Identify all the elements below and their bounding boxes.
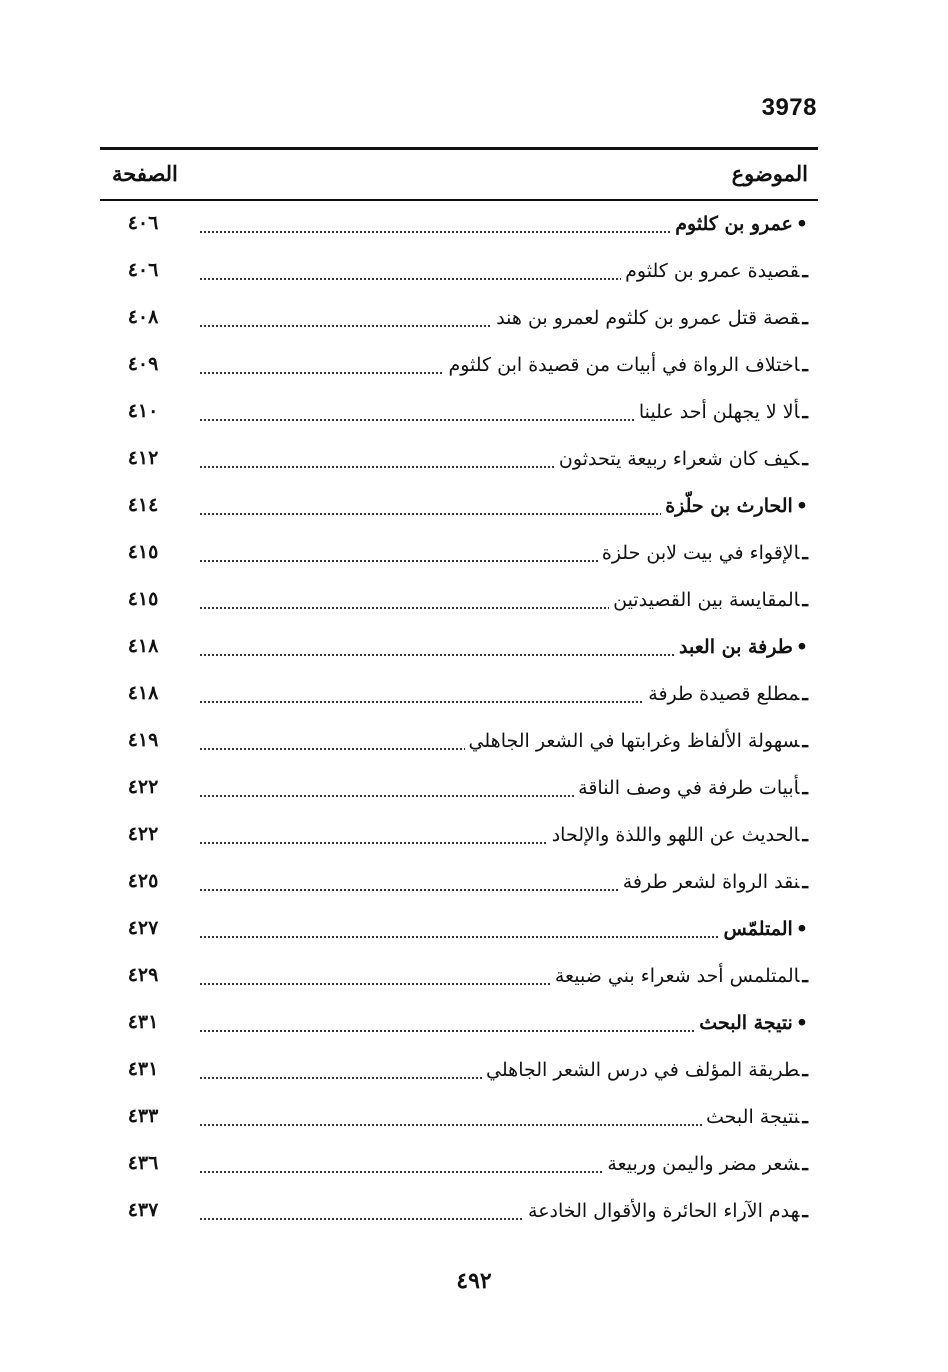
toc-entry-page: ٤٣١: [127, 1058, 159, 1080]
toc-row: [100, 1190, 818, 1237]
toc-row: [100, 1096, 818, 1143]
toc-entry-title: [661, 495, 808, 517]
toc-row: [100, 297, 818, 344]
toc-entry-title: [465, 730, 808, 752]
toc-row: [100, 438, 818, 485]
toc-row: [100, 626, 818, 673]
toc-entry-page: ٤٠٦: [127, 212, 159, 234]
toc-entry-title: [524, 1200, 808, 1222]
entry-text: عمرو بن كلثوم: [675, 213, 793, 235]
toc-row: [100, 814, 818, 861]
toc-entry-page: ٤٣٧: [127, 1199, 159, 1221]
toc-entry-page: ٤٢٧: [127, 917, 159, 939]
entry-marker: ـ: [802, 965, 808, 987]
table-of-contents: [100, 203, 818, 1237]
entry-text: شعر مضر واليمن وربيعة: [607, 1153, 800, 1175]
toc-row: [100, 532, 818, 579]
toc-row: [100, 1002, 818, 1049]
entry-text: قصة قتل عمرو بن كلثوم لعمرو بن هند: [496, 307, 800, 329]
toc-row: [100, 767, 818, 814]
toc-entry-page: ٤٣٦: [127, 1152, 159, 1174]
toc-entry-page: ٤٢٢: [127, 776, 159, 798]
toc-entry-page: ٤٢٥: [127, 870, 159, 892]
toc-entry-page: ٤١٤: [127, 494, 159, 516]
page-column-label: الصفحة: [112, 161, 178, 186]
entry-text: كيف كان شعراء ربيعة يتحدثون: [558, 448, 800, 470]
toc-row: [100, 391, 818, 438]
toc-entry-title: [621, 260, 808, 282]
entry-text: قصيدة عمرو بن كلثوم: [625, 260, 800, 282]
toc-row: [100, 250, 818, 297]
page-number-bottom: ٤٩٢: [456, 1268, 492, 1294]
entry-marker: ـ: [802, 871, 808, 893]
entry-text: المقايسة بين القصيدتين: [613, 589, 800, 611]
entry-text: الإقواء في بيت لابن حلزة: [601, 542, 800, 564]
entry-marker: ـ: [802, 777, 808, 799]
toc-entry-page: ٤٣١: [127, 1011, 159, 1033]
entry-marker: ـ: [802, 260, 808, 282]
entry-marker: ـ: [802, 683, 808, 705]
entry-marker: ـ: [802, 824, 808, 846]
toc-entry-page: ٤١٥: [127, 588, 159, 610]
toc-row: [100, 955, 818, 1002]
entry-text: المتلمّس: [723, 918, 793, 940]
entry-marker: ـ: [802, 730, 808, 752]
entry-marker: ـ: [802, 589, 808, 611]
entry-text: نتيجة البحث: [699, 1012, 793, 1034]
entry-marker: •: [795, 213, 808, 235]
entry-text: نقد الرواة لشعر طرفة: [622, 871, 800, 893]
toc-row: [100, 673, 818, 720]
toc-entry-page: ٤٣٣: [127, 1105, 159, 1127]
top-rule: [100, 147, 818, 150]
toc-entry-title: [482, 1059, 808, 1081]
entry-marker: •: [795, 495, 808, 517]
entry-marker: ـ: [802, 1059, 808, 1081]
toc-row: [100, 344, 818, 391]
entry-marker: •: [795, 1012, 808, 1034]
dot-leader: [200, 936, 778, 938]
toc-entry-title: [675, 636, 808, 658]
page-number-top: 3978: [761, 94, 817, 121]
entry-marker: •: [795, 918, 808, 940]
entry-text: نتيجة البحث: [706, 1106, 800, 1128]
toc-entry-title: [603, 1153, 808, 1175]
entry-marker: ـ: [802, 1106, 808, 1128]
toc-entry-page: ٤١٠: [127, 400, 159, 422]
topic-column-label: الموضوع: [731, 161, 808, 186]
entry-marker: ـ: [802, 1200, 808, 1222]
toc-row: [100, 579, 818, 626]
toc-entry-title: [609, 589, 808, 611]
entry-marker: ـ: [802, 448, 808, 470]
entry-text: مطلع قصيدة طرفة: [648, 683, 800, 705]
toc-entry-title: [492, 307, 808, 329]
toc-entry-title: [551, 965, 808, 987]
entry-text: المتلمس أحد شعراء بني ضبيعة: [554, 965, 800, 987]
entry-text: سهولة الألفاظ وغرابتها في الشعر الجاهلي: [468, 730, 800, 752]
toc-entry-page: ٤١٩: [127, 729, 159, 751]
toc-row: [100, 1049, 818, 1096]
toc-row: [100, 203, 818, 250]
toc-row: [100, 485, 818, 532]
toc-entry-page: ٤١٨: [127, 635, 159, 657]
toc-entry-title: [635, 401, 808, 423]
toc-entry-page: ٤١٥: [127, 541, 159, 563]
dot-leader: [200, 1030, 778, 1032]
entry-text: اختلاف الرواة في أبيات من قصيدة ابن كلثوم: [448, 354, 800, 376]
entry-marker: ـ: [802, 401, 808, 423]
entry-text: هدم الآراء الحائرة والأقوال الخادعة: [528, 1200, 800, 1222]
toc-entry-title: [444, 354, 808, 376]
entry-text: الحديث عن اللهو واللذة والإلحاد: [551, 824, 800, 846]
toc-row: [100, 1143, 818, 1190]
toc-entry-page: ٤١٢: [127, 447, 159, 469]
toc-entry-title: [702, 1106, 808, 1128]
toc-entry-page: ٤٢٩: [127, 964, 159, 986]
toc-entry-title: [598, 542, 808, 564]
toc-entry-title: [720, 918, 808, 940]
toc-entry-page: ٤٠٨: [127, 306, 159, 328]
entry-marker: ـ: [802, 354, 808, 376]
toc-entry-title: [671, 213, 808, 235]
toc-entry-title: [555, 448, 808, 470]
entry-marker: ـ: [802, 1153, 808, 1175]
entry-marker: •: [795, 636, 808, 658]
toc-entry-page: ٤٢٢: [127, 823, 159, 845]
toc-entry-title: [695, 1012, 808, 1034]
entry-text: الحارث بن حلّزة: [665, 495, 793, 517]
dot-leader: [200, 1124, 778, 1126]
toc-entry-page: ٤١٨: [127, 682, 159, 704]
entry-text: ألا لا يجهلن أحد علينا: [638, 401, 800, 423]
entry-text: أبيات طرفة في وصف الناقة: [578, 777, 800, 799]
entry-marker: ـ: [802, 542, 808, 564]
toc-row: [100, 861, 818, 908]
toc-entry-page: ٤٠٩: [127, 353, 159, 375]
entry-marker: ـ: [802, 307, 808, 329]
entry-text: طريقة المؤلف في درس الشعر الجاهلي: [486, 1059, 800, 1081]
toc-row: [100, 908, 818, 955]
toc-entry-title: [574, 777, 808, 799]
table-header: [100, 155, 818, 195]
header-rule: [100, 199, 818, 201]
toc-entry-title: [548, 824, 808, 846]
toc-entry-page: ٤٠٦: [127, 259, 159, 281]
entry-text: طرفة بن العبد: [679, 636, 793, 658]
toc-entry-title: [619, 871, 808, 893]
toc-row: [100, 720, 818, 767]
toc-entry-title: [644, 683, 808, 705]
